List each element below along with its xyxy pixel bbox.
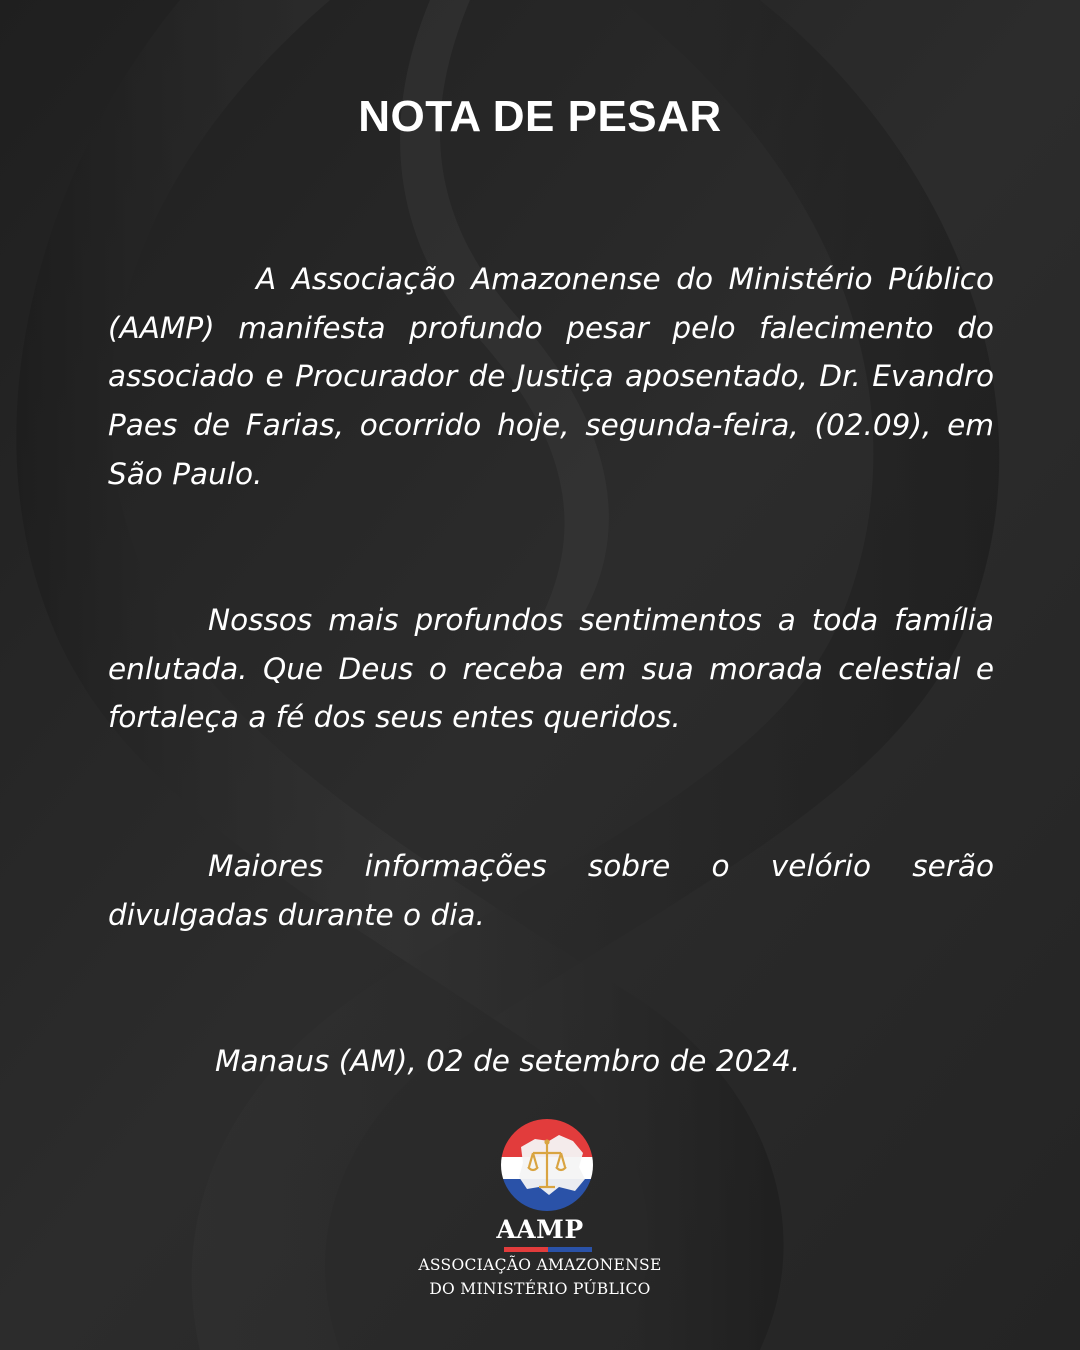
paragraph-wake-info: Maiores informações sobre o velório serão divulgadas durante o dia. [108, 849, 994, 932]
logo-underline [504, 1247, 592, 1252]
dateline: Manaus (AM), 02 de setembro de 2024. [215, 1044, 801, 1078]
logo-name-line2: DO MINISTÉRIO PÚBLICO [429, 1280, 651, 1298]
paragraph-announcement: A Associação Amazonense do Ministério Público (AAMP) manifesta profundo pesar pelo falecimento do associado e Procurador de Justiça aposentado, Dr. Evandro Paes de Farias, ocorrido hoje, segunda-feira, (02.09), em São Paulo. [108, 262, 994, 491]
logo-name-line1: ASSOCIAÇÃO AMAZONENSE [418, 1256, 662, 1274]
aamp-logo [380, 1115, 700, 1315]
aamp-emblem-icon [499, 1117, 595, 1213]
logo-acronym: AAMP [496, 1215, 584, 1244]
paragraph-condolences: Nossos mais profundos sentimentos a toda família enlutada. Que Deus o receba em sua morada celestial e fortaleça a fé dos seus entes queridos. [108, 603, 994, 735]
page-title: NOTA DE PESAR [358, 92, 722, 141]
